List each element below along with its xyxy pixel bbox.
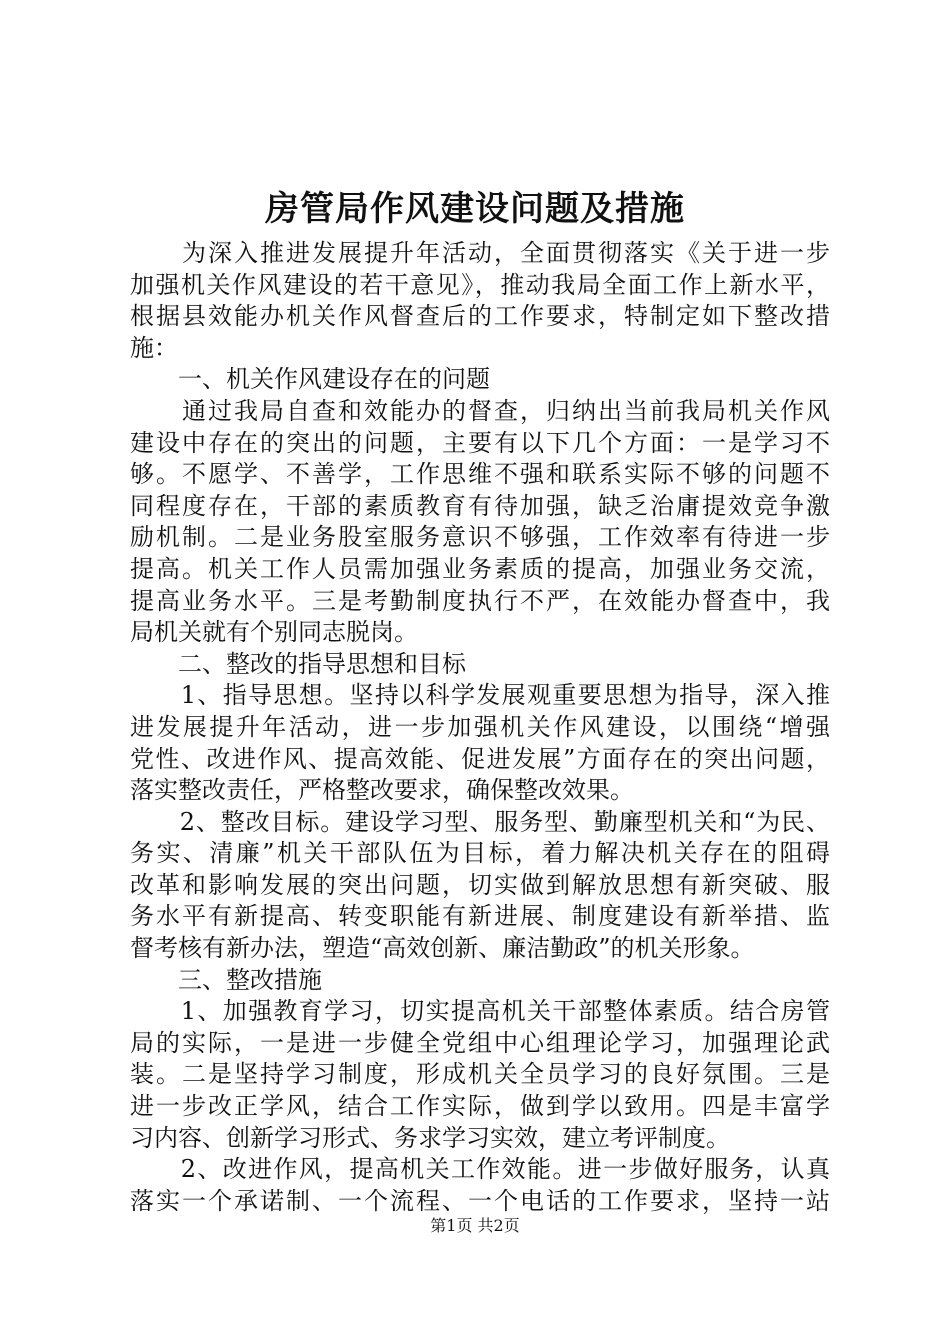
document-title: 房管局作风建设问题及措施 — [265, 189, 685, 229]
body-line: 装。二是坚持学习制度，形成机关全员学习的良好氛围。三是 — [130, 1060, 830, 1089]
body-line: 励机制。二是业务股室服务意识不够强，工作效率有待进一步 — [130, 523, 830, 552]
body-line: 通过我局自查和效能办的督查，归纳出当前我局机关作风 — [130, 396, 830, 425]
body-line: 根据县效能办机关作风督查后的工作要求，特制定如下整改措 — [130, 302, 830, 331]
body-line: 同程度存在，干部的素质教育有待加强，缺乏治庸提效竞争激 — [130, 491, 830, 520]
body-line: 进发展提升年活动，进一步加强机关作风建设，以围绕“增强 — [130, 712, 830, 741]
body-line: 三、整改措施 — [130, 965, 322, 994]
body-line: 改革和影响发展的突出问题，切实做到解放思想有新突破、服 — [130, 870, 830, 899]
body-line: 务水平有新提高、转变职能有新进展、制度建设有新举措、监 — [130, 902, 830, 931]
body-line: 建设中存在的突出的问题，主要有以下几个方面：一是学习不 — [130, 428, 830, 457]
body-line: 进一步改正学风，结合工作实际，做到学以致用。四是丰富学 — [130, 1092, 830, 1121]
body-line: 提高业务水平。三是考勤制度执行不严，在效能办督查中，我 — [130, 586, 830, 615]
page-footer: 第1页 共2页 — [430, 1216, 520, 1235]
body-line: 1、加强教育学习，切实提高机关干部整体素质。结合房管 — [130, 997, 830, 1026]
body-line: 施： — [130, 333, 178, 362]
body-line: 落实一个承诺制、一个流程、一个电话的工作要求，坚持一站 — [130, 1186, 830, 1215]
body-line: 习内容、创新学习形式、务求学习实效，建立考评制度。 — [130, 1123, 730, 1152]
body-line: 二、整改的指导思想和目标 — [130, 649, 466, 678]
body-line: 为深入推进发展提升年活动，全面贯彻落实《关于进一步 — [130, 239, 830, 267]
body-line: 2、整改目标。建设学习型、服务型、勤廉型机关和“为民、 — [130, 807, 830, 836]
body-line: 一、机关作风建设存在的问题 — [130, 365, 490, 394]
body-line: 务实、清廉”机关干部队伍为目标，着力解决机关存在的阻碍 — [130, 839, 830, 868]
body-line: 1、指导思想。坚持以科学发展观重要思想为指导，深入推 — [130, 681, 830, 710]
body-line: 提高。机关工作人员需加强业务素质的提高，加强业务交流， — [130, 554, 830, 583]
body-line: 2、改进作风，提高机关工作效能。进一步做好服务，认真 — [130, 1155, 830, 1184]
body-line: 落实整改责任，严格整改要求，确保整改效果。 — [130, 776, 634, 805]
body-line: 局的实际，一是进一步健全党组中心组理论学习，加强理论武 — [130, 1028, 830, 1057]
body-line: 局机关就有个别同志脱岗。 — [130, 618, 418, 647]
body-line: 督考核有新办法，塑造“高效创新、廉洁勤政”的机关形象。 — [130, 934, 755, 963]
body-line: 加强机关作风建设的若干意见》，推动我局全面工作上新水平， — [130, 270, 830, 299]
body-line: 够。不愿学、不善学，工作思维不强和联系实际不够的问题不 — [130, 460, 830, 489]
document-body — [130, 238, 830, 1217]
body-line: 党性、改进作风、提高效能、促进发展”方面存在的突出问题， — [130, 744, 830, 773]
